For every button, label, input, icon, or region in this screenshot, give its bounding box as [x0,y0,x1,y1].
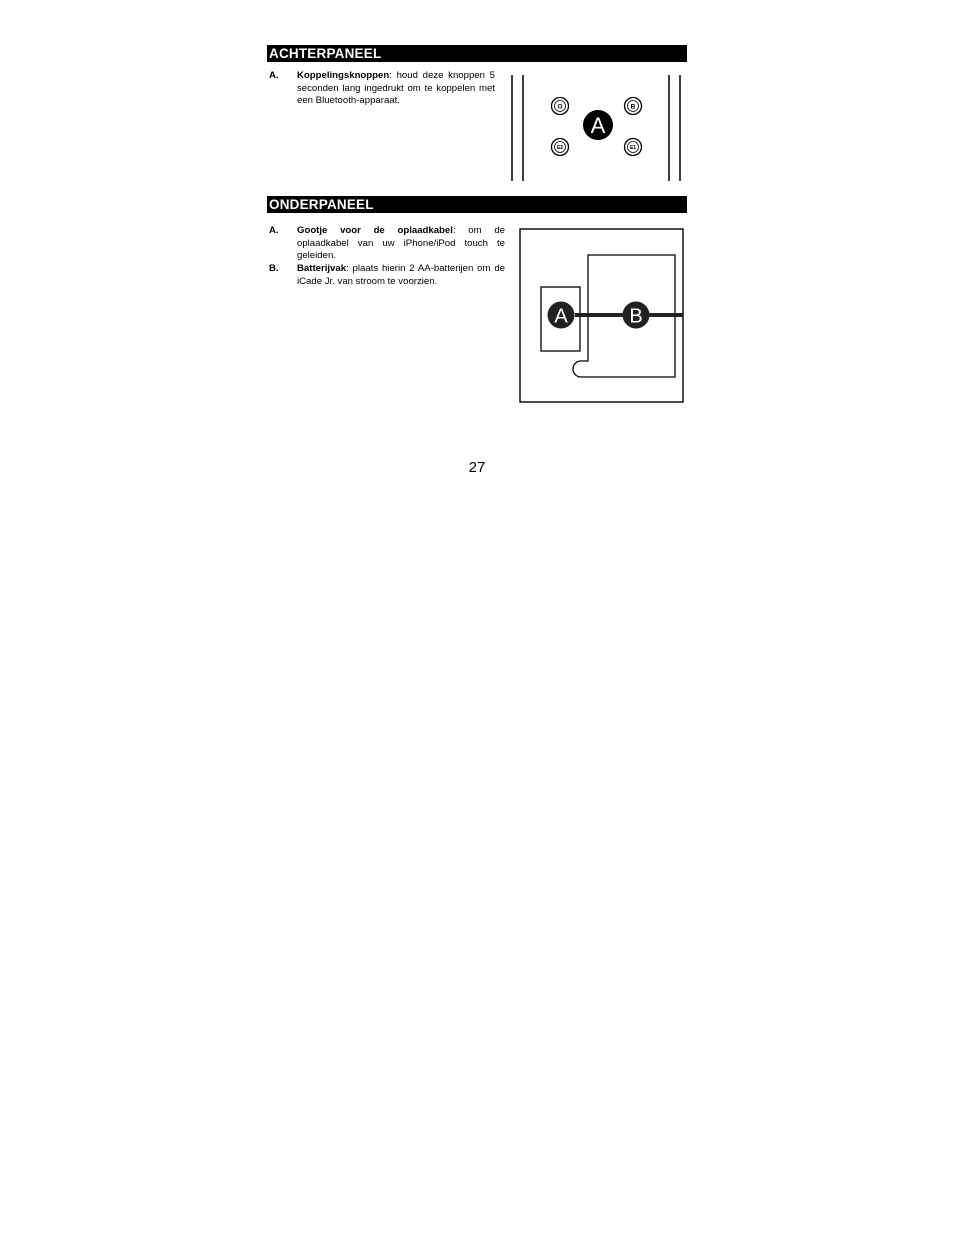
item-description: : plaats hierin 2 AA-batterijen om de iCade Jr. van stroom te voorzien. [297,263,505,287]
button-label: B [630,103,636,111]
item-letter: B. [269,263,279,274]
page-number: 27 [468,459,486,476]
button-label: E2 [556,145,564,151]
pairing-button-e1 [625,139,642,156]
section-title-bottom-panel: ONDERPANEEL [267,196,687,213]
list-item-bottom-b [269,263,505,288]
item-term: Koppelingsknoppen [297,70,390,81]
list-item-back-a [269,70,495,108]
pairing-button-b [625,98,642,115]
item-letter: A. [269,225,279,236]
callout-label: A [554,305,568,328]
back-panel-figure [505,72,690,184]
bottom-panel-figure [519,228,685,404]
pairing-button-o [552,98,569,115]
section-title-back-panel: ACHTERPANEEL [267,45,687,62]
item-description: : om de oplaadkabel van uw iPhone/iPod touch te geleiden. [297,225,506,262]
item-term: Gootje voor de oplaadkabel [297,225,453,236]
callout-label: A [590,113,606,138]
callout-b [623,302,650,329]
pairing-button-e2 [552,139,569,156]
list-item-bottom-a [269,225,506,263]
item-description: : houd deze knoppen 5 seconden lang ingedrukt om te koppelen met een Bluetooth-apparaat. [297,70,495,107]
item-letter: A. [269,70,279,81]
callout-a [548,302,575,329]
button-label: E1 [629,145,637,151]
item-term: Batterijvak [297,263,347,274]
callout-label: B [629,305,643,328]
callout-a [583,110,613,140]
button-label: O [557,103,563,111]
